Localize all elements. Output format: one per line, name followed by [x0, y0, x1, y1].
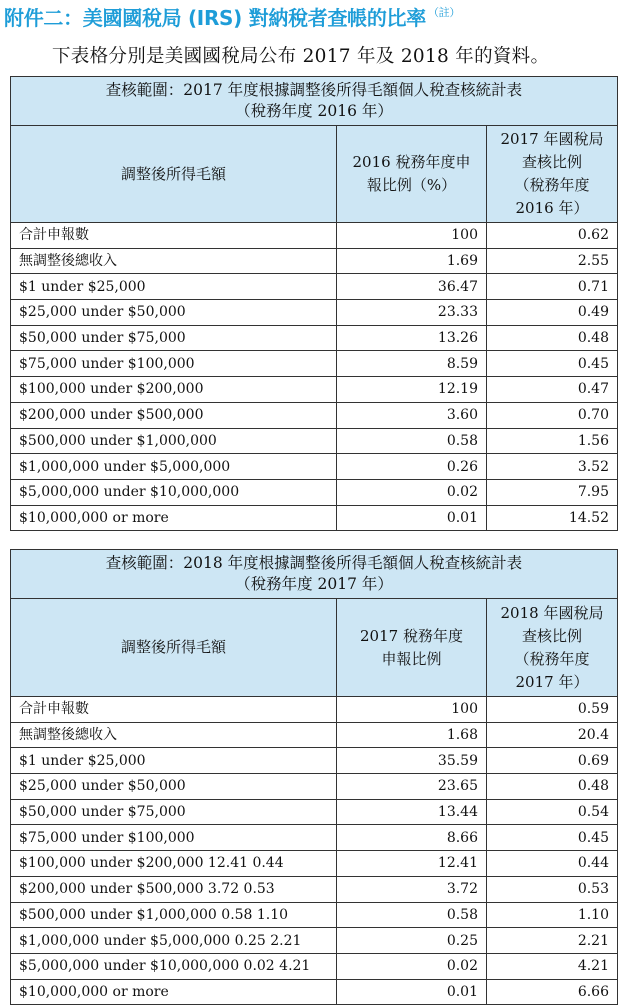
table-row [11, 979, 618, 1005]
filing-share-cell: 13.44 [337, 799, 487, 825]
audit-rate-cell: 14.52 [487, 505, 618, 531]
filing-share-cell: 0.02 [337, 479, 487, 505]
audit-rate-cell: 0.44 [487, 851, 618, 877]
agi-range-cell: $500,000 under $1,000,000 [11, 428, 337, 454]
agi-range-cell: $50,000 under $75,000 [11, 799, 337, 825]
agi-range-cell: 無調整後總收入 [11, 722, 337, 748]
col-header-share [337, 126, 487, 223]
header-line: 2017 年） [515, 672, 589, 691]
table-caption [11, 550, 618, 599]
table-caption-row [11, 77, 618, 126]
agi-range-cell: 合計申報數 [11, 697, 337, 723]
header-line: 2017 年國稅局 [500, 130, 604, 148]
audit-rate-cell: 2.55 [487, 248, 618, 274]
table-row [11, 928, 618, 954]
agi-range-cell: $50,000 under $75,000 [11, 325, 337, 351]
column-header-row [11, 126, 618, 223]
audit-rate-cell: 0.45 [487, 825, 618, 851]
audit-rate-cell: 0.45 [487, 351, 618, 377]
agi-range-cell: $25,000 under $50,000 [11, 300, 337, 326]
title-text: 附件二：美國國稅局 (IRS) 對納稅者查帳的比率 [4, 6, 426, 30]
filing-share-cell: 3.72 [337, 876, 487, 902]
header-line: 查核比例 [521, 626, 582, 645]
agi-range-cell: 無調整後總收入 [11, 248, 337, 274]
table-row [11, 377, 618, 403]
agi-range-cell: 合計申報數 [11, 223, 337, 249]
audit-rate-cell: 20.4 [487, 722, 618, 748]
filing-share-cell: 8.66 [337, 825, 487, 851]
table-row [11, 876, 618, 902]
filing-share-cell: 23.65 [337, 774, 487, 800]
header-line: 2016 稅務年度申 [352, 153, 471, 171]
header-line: （稅務年度 [514, 649, 590, 668]
table-row [11, 697, 618, 723]
audit-rate-cell: 1.10 [487, 902, 618, 928]
header-line: 申報比例 [381, 649, 442, 668]
filing-share-cell: 1.68 [337, 722, 487, 748]
audit-rate-cell: 4.21 [487, 953, 618, 979]
agi-range-cell: $25,000 under $50,000 [11, 774, 337, 800]
filing-share-cell: 0.58 [337, 428, 487, 454]
audit-rate-cell: 0.53 [487, 876, 618, 902]
agi-range-cell: $200,000 under $500,000 [11, 402, 337, 428]
audit-rate-cell: 0.47 [487, 377, 618, 403]
col-header-agi: 調整後所得毛額 [11, 599, 337, 697]
col-header-audit-rate [487, 599, 618, 697]
caption-line: （稅務年度 2017 年） [235, 575, 393, 593]
caption-line: 查核範圍：2017 年度根據調整後所得毛額個人稅查核統計表 [105, 81, 523, 99]
audit-rate-cell: 0.59 [487, 697, 618, 723]
header-line: 查核比例 [521, 153, 582, 171]
table-row [11, 748, 618, 774]
filing-share-cell: 3.60 [337, 402, 487, 428]
audit-rate-cell: 0.54 [487, 799, 618, 825]
agi-range-cell: $1 under $25,000 [11, 274, 337, 300]
table-row [11, 325, 618, 351]
filing-share-cell: 12.19 [337, 377, 487, 403]
page-title [4, 2, 460, 31]
table-row [11, 454, 618, 480]
filing-share-cell: 36.47 [337, 274, 487, 300]
audit-table-2017 [10, 76, 618, 531]
audit-rate-cell: 1.56 [487, 428, 618, 454]
filing-share-cell: 35.59 [337, 748, 487, 774]
filing-share-cell: 0.01 [337, 505, 487, 531]
table-row [11, 351, 618, 377]
agi-range-cell: $10,000,000 or more [11, 505, 337, 531]
table-row [11, 825, 618, 851]
table-row [11, 274, 618, 300]
agi-range-cell: $200,000 under $500,000 3.72 0.53 [11, 876, 337, 902]
table-row [11, 722, 618, 748]
header-line: 2018 年國稅局 [500, 603, 604, 622]
agi-range-cell: $5,000,000 under $10,000,000 0.02 4.21 [11, 953, 337, 979]
col-header-audit-rate [487, 126, 618, 223]
caption-line: 查核範圍：2018 年度根據調整後所得毛額個人稅查核統計表 [105, 554, 523, 572]
audit-rate-cell: 0.48 [487, 774, 618, 800]
agi-range-cell: $10,000,000 or more [11, 979, 337, 1005]
audit-rate-cell: 0.49 [487, 300, 618, 326]
table-row [11, 300, 618, 326]
filing-share-cell: 0.02 [337, 953, 487, 979]
table-row [11, 953, 618, 979]
filing-share-cell: 8.59 [337, 351, 487, 377]
filing-share-cell: 0.26 [337, 454, 487, 480]
audit-rate-cell: 0.62 [487, 223, 618, 249]
table-head [11, 77, 618, 223]
filing-share-cell: 0.01 [337, 979, 487, 1005]
table-row [11, 223, 618, 249]
filing-share-cell: 1.69 [337, 248, 487, 274]
filing-share-cell: 0.25 [337, 928, 487, 954]
filing-share-cell: 100 [337, 697, 487, 723]
col-header-share [337, 599, 487, 697]
agi-range-cell: $1,000,000 under $5,000,000 0.25 2.21 [11, 928, 337, 954]
audit-rate-cell: 6.66 [487, 979, 618, 1005]
audit-rate-cell: 2.21 [487, 928, 618, 954]
filing-share-cell: 13.26 [337, 325, 487, 351]
table-caption-row [11, 550, 618, 599]
col-header-agi: 調整後所得毛額 [11, 126, 337, 223]
caption-line: （稅務年度 2016 年） [235, 102, 393, 120]
table-row [11, 799, 618, 825]
filing-share-cell: 23.33 [337, 300, 487, 326]
table-row [11, 428, 618, 454]
agi-range-cell: $100,000 under $200,000 [11, 377, 337, 403]
table-row [11, 402, 618, 428]
agi-range-cell: $500,000 under $1,000,000 0.58 1.10 [11, 902, 337, 928]
table-row [11, 505, 618, 531]
table-body [11, 697, 618, 1005]
audit-rate-cell: 3.52 [487, 454, 618, 480]
audit-rate-cell: 0.70 [487, 402, 618, 428]
table-row [11, 902, 618, 928]
header-line: 2017 稅務年度 [360, 626, 463, 645]
table-row [11, 851, 618, 877]
agi-range-cell: $5,000,000 under $10,000,000 [11, 479, 337, 505]
table-head [11, 550, 618, 697]
agi-range-cell: $1,000,000 under $5,000,000 [11, 454, 337, 480]
audit-table-2018 [10, 549, 618, 1005]
column-header-row [11, 599, 618, 697]
title-footnote-mark: （註） [427, 6, 461, 19]
header-line: 2016 年） [515, 199, 589, 217]
agi-range-cell: $1 under $25,000 [11, 748, 337, 774]
table-row [11, 774, 618, 800]
table-body [11, 223, 618, 531]
table-row [11, 479, 618, 505]
agi-range-cell: $75,000 under $100,000 [11, 351, 337, 377]
header-line: （稅務年度 [514, 176, 590, 194]
agi-range-cell: $75,000 under $100,000 [11, 825, 337, 851]
audit-rate-cell: 7.95 [487, 479, 618, 505]
table-row [11, 248, 618, 274]
header-line: 報比例（%） [366, 176, 457, 194]
filing-share-cell: 100 [337, 223, 487, 249]
filing-share-cell: 0.58 [337, 902, 487, 928]
audit-rate-cell: 0.69 [487, 748, 618, 774]
table-caption [11, 77, 618, 126]
intro-text: 下表格分別是美國國稅局公布 2017 年及 2018 年的資料。 [52, 46, 550, 67]
filing-share-cell: 12.41 [337, 851, 487, 877]
agi-range-cell: $100,000 under $200,000 12.41 0.44 [11, 851, 337, 877]
audit-rate-cell: 0.71 [487, 274, 618, 300]
audit-rate-cell: 0.48 [487, 325, 618, 351]
